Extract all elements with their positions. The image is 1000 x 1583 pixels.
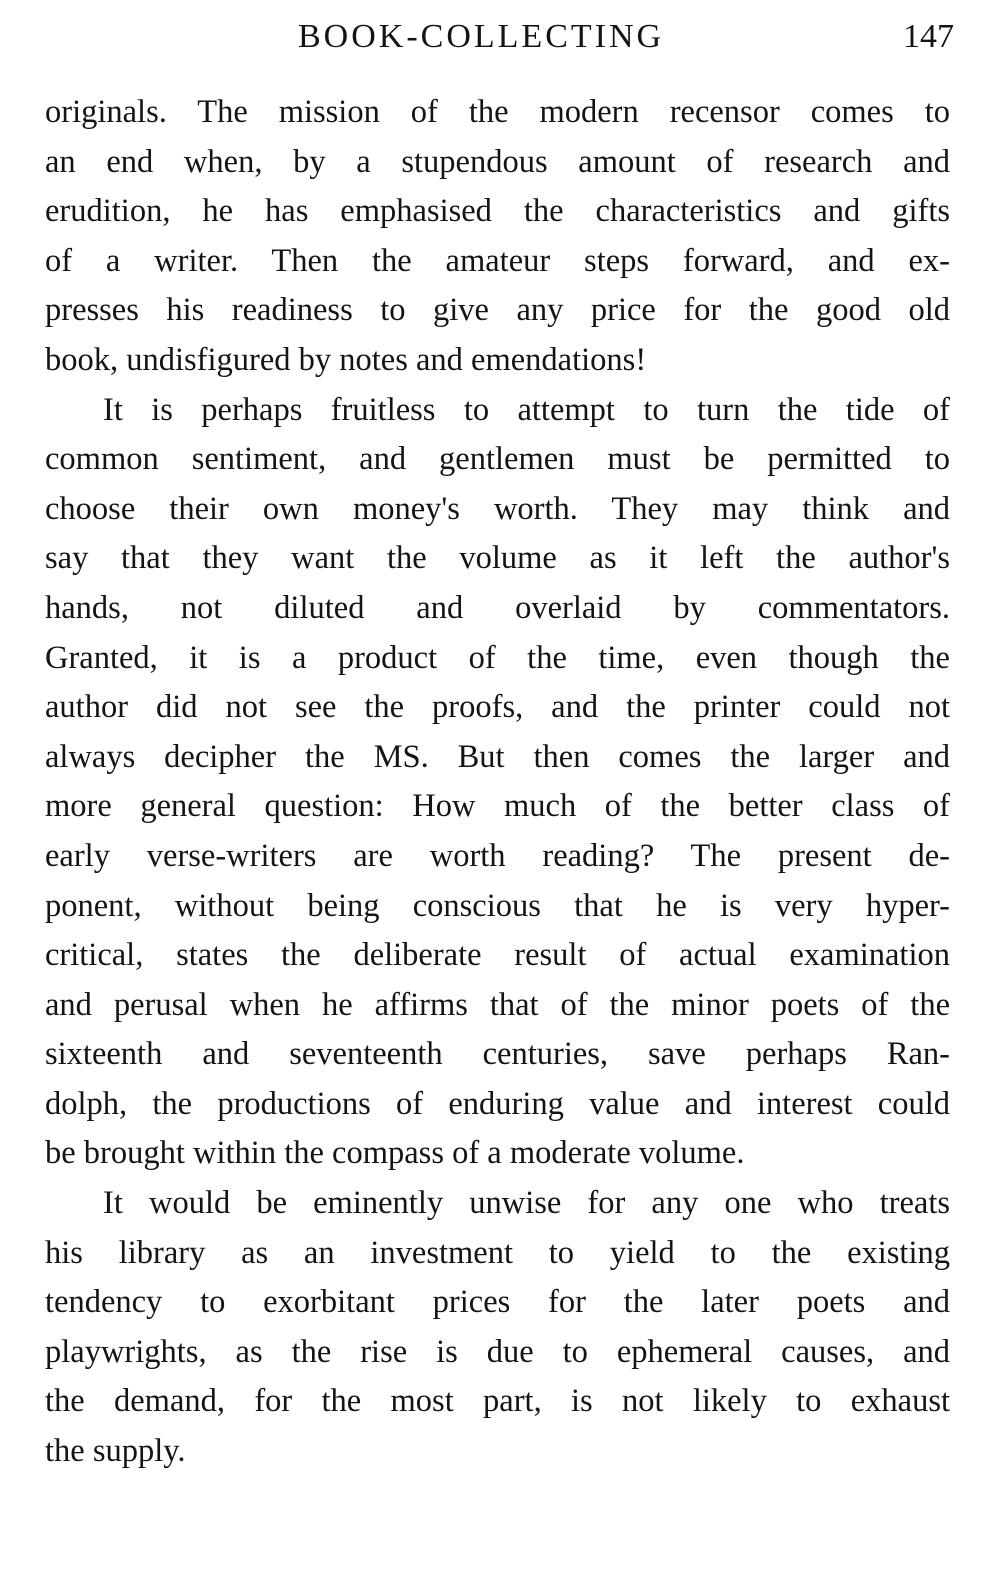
text-line: hands, not diluted and overlaid by commentators. [45,589,950,626]
text-line: early verse-writers are worth reading? The present de- [45,837,950,874]
text-line: common sentiment, and gentlemen must be permitted to [45,441,950,478]
text-line: be brought within the compass of a moderate volume. [45,1135,745,1172]
text-line: of a writer. Then the amateur steps forward, and ex- [45,242,950,279]
text-line: tendency to exorbitant prices for the later poets and [45,1284,950,1321]
text-line: ponent, without being conscious that he is very hyper- [45,887,950,924]
text-line: more general question: How much of the better class of [45,788,950,825]
text-line: always decipher the MS. But then comes the larger and [45,738,950,775]
running-head [44,18,954,62]
body-text [45,88,950,1477]
text-line: Granted, it is a product of the time, even though the [45,639,950,676]
text-line: the demand, for the most part, is not likely to exhaust [45,1383,950,1420]
text-line: the supply. [45,1433,186,1470]
text-line: his library as an investment to yield to the existing [45,1234,950,1271]
paragraph [45,1179,950,1477]
text-line: book, undisfigured by notes and emendations! [45,341,647,378]
text-line: say that they want the volume as it left the author's [45,540,950,577]
text-line: It is perhaps fruitless to attempt to turn the tide of [103,391,950,428]
text-line: an end when, by a stupendous amount of research and [45,143,950,180]
paragraph [45,386,950,1180]
text-line: and perusal when he affirms that of the minor poets of the [45,986,950,1023]
text-line: critical, states the deliberate result of actual examination [45,937,950,974]
paragraph [45,88,950,386]
text-line: dolph, the productions of enduring value and interest could [45,1085,950,1122]
text-line: playwrights, as the rise is due to ephemeral causes, and [45,1333,950,1370]
text-line: originals. The mission of the modern recensor comes to [45,94,950,130]
text-line: author did not see the proofs, and the printer could not [45,689,950,726]
text-line: presses his readiness to give any price for the good old [45,292,950,329]
text-line: erudition, he has emphasised the characteristics and gifts [45,193,950,230]
running-title: BOOK-COLLECTING [298,18,665,55]
page-number: 147 [903,18,954,55]
text-line: It would be eminently unwise for any one who treats [103,1185,950,1222]
text-line: choose their own money's worth. They may think and [45,490,950,527]
text-line: sixteenth and seventeenth centuries, save perhaps Ran- [45,1036,950,1073]
